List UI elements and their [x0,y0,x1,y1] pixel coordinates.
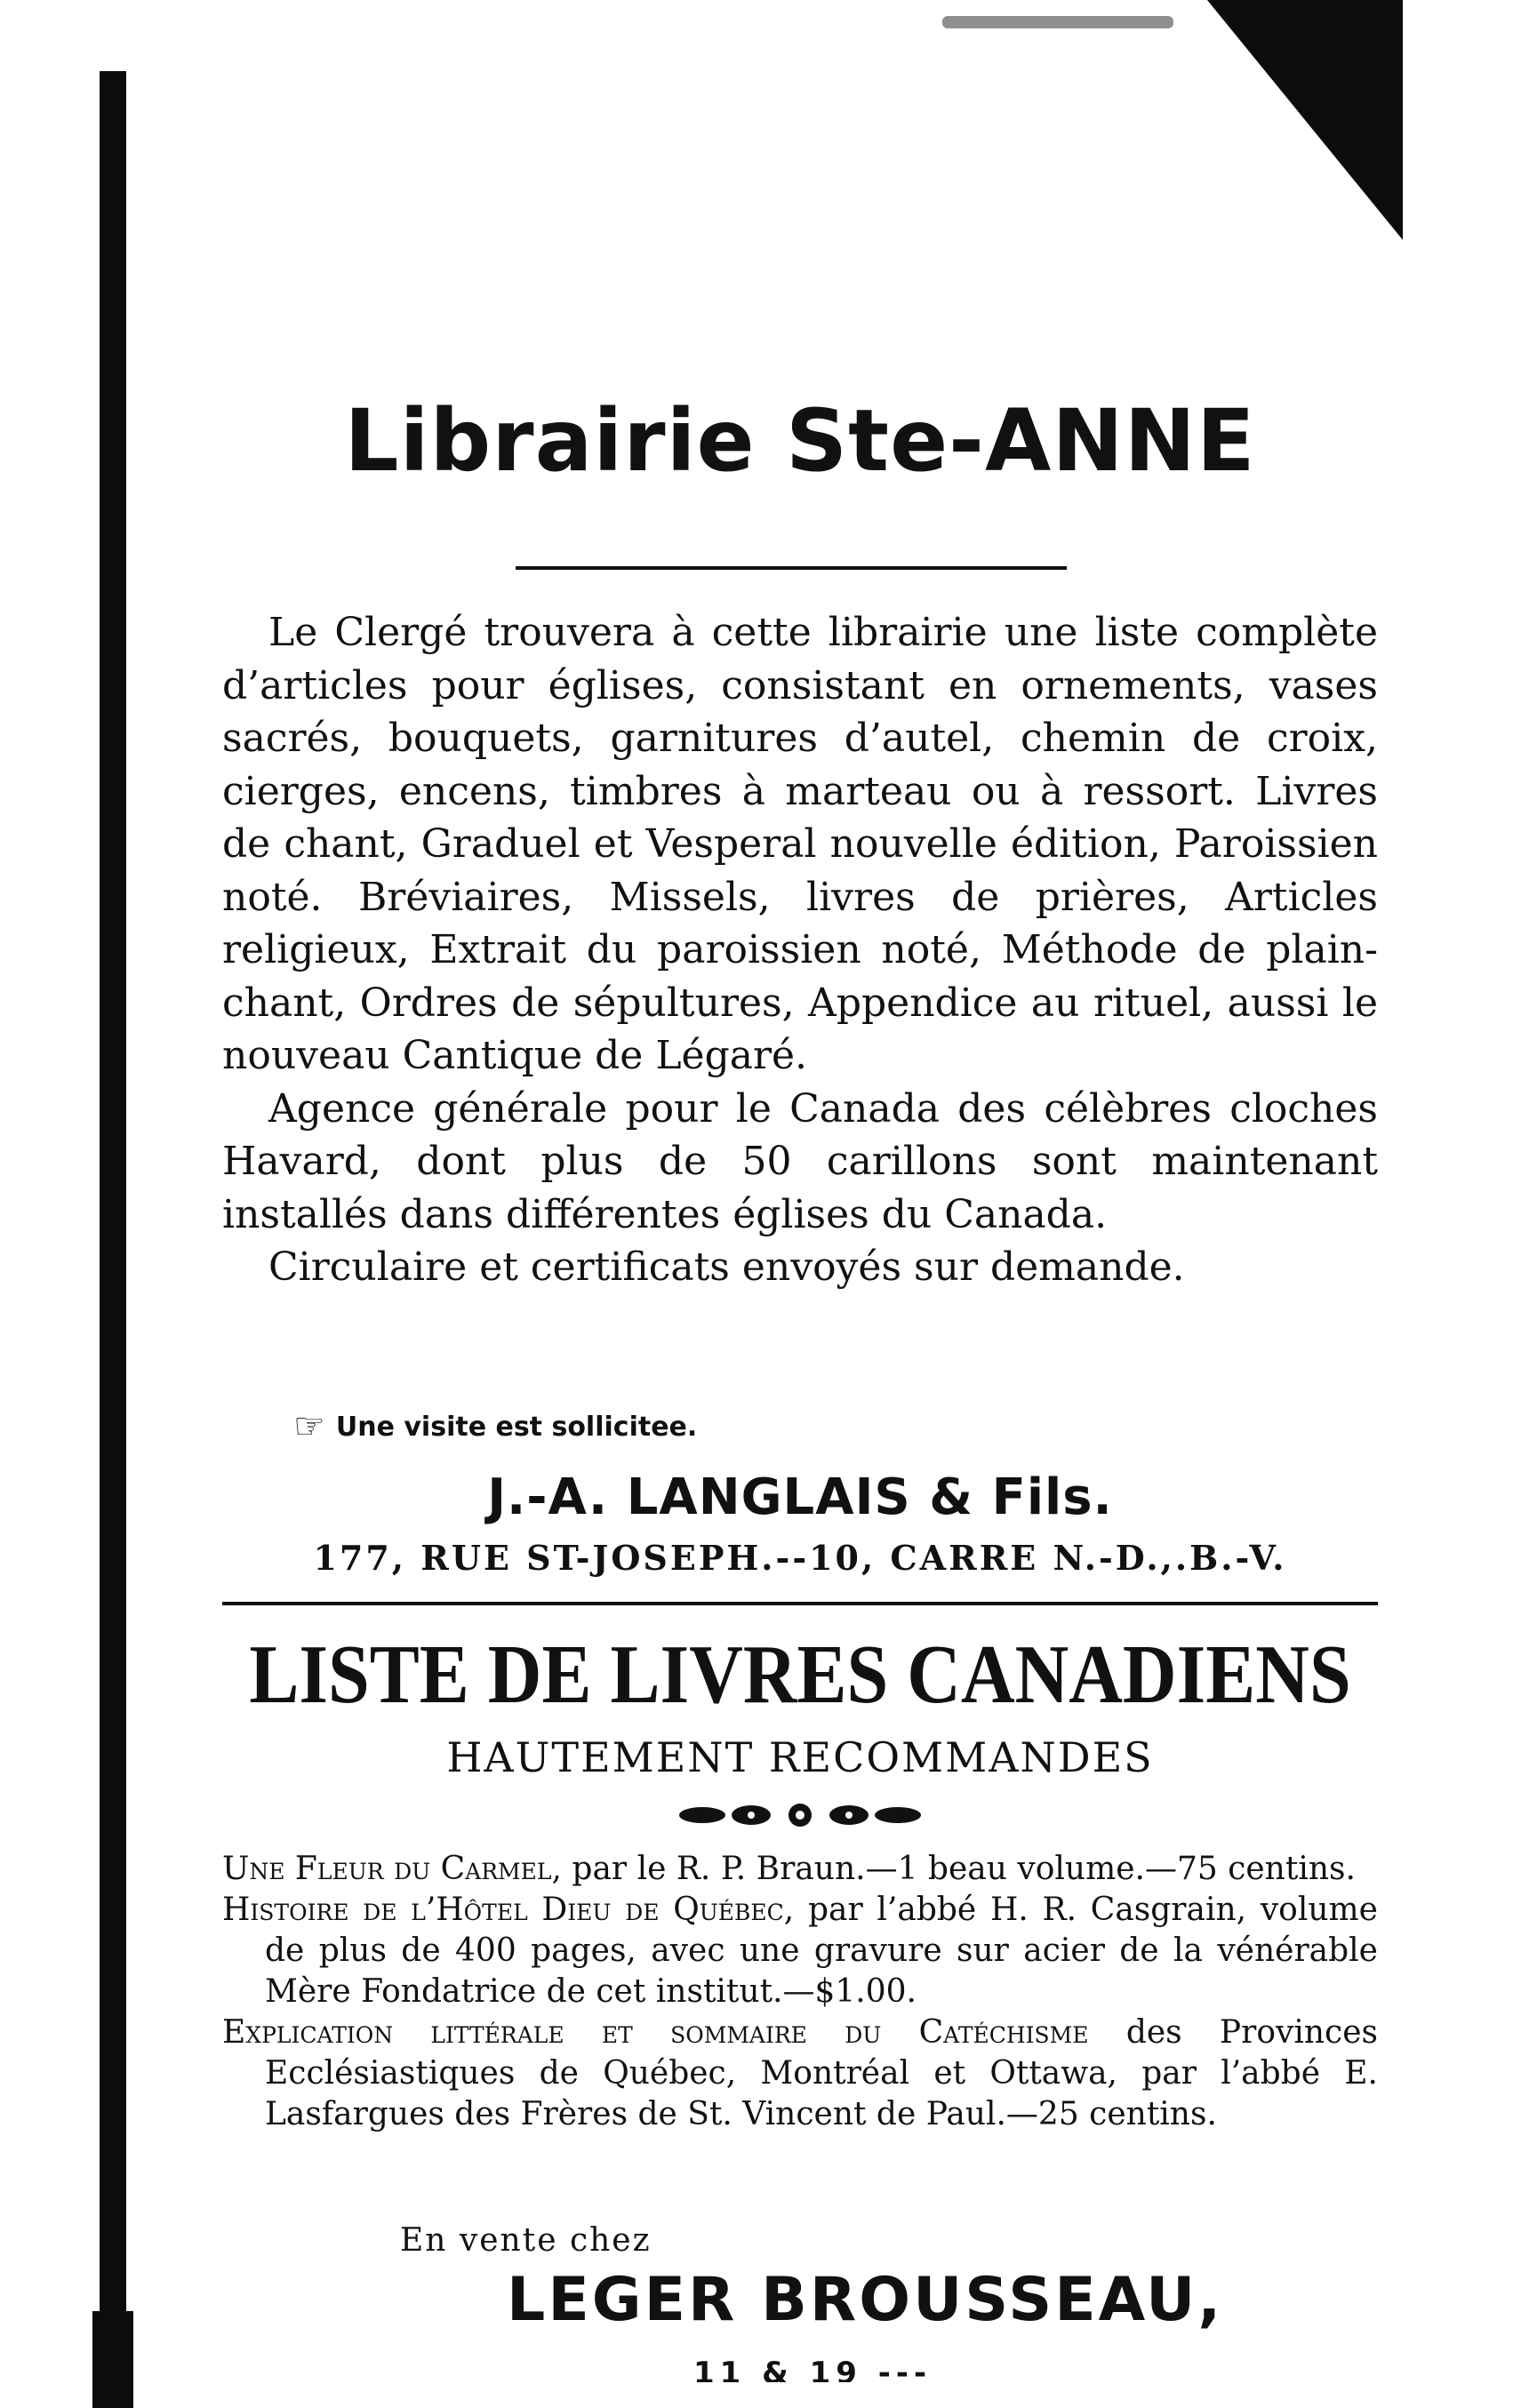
ornament-icon [676,1797,925,1833]
publisher-name: J.-A. LANGLAIS & Fils. [487,1468,1113,1526]
pointing-hand-icon: ☞ [293,1406,325,1447]
advert-paragraph: Circulaire et certificats envoyés sur demande. [268,1244,1185,1290]
list-item [222,1849,1378,1890]
visit-note [293,1406,698,1447]
advert-paragraph: Agence générale pour le Canada des célèbres cloches Havard, dont plus de 50 carillons sont maintenant installés dans différentes églises du Canada. [222,1085,1378,1237]
scan-edge-bar [100,71,126,2408]
seller-address: 11 & 19 --- [693,2356,933,2382]
seller-name: LEGER BROUSSEAU, [507,2265,1224,2335]
scan-edge-bar-tip [92,2311,133,2408]
page-title: Librairie Ste-ANNE [344,391,1256,491]
list-item [222,1890,1378,2012]
scan-smudge [942,16,1173,28]
book-title: Une Fleur du Carmel, [222,1851,562,1887]
book-list-heading: LISTE DE LIVRES CANADIENS [249,1628,1351,1722]
publisher-address: 177, RUE ST-JOSEPH.--10, CARRE N.-D.,.B.-V. [313,1538,1287,1578]
torn-corner [1207,0,1403,240]
advert-body [222,606,1378,1294]
section-divider [222,1602,1378,1605]
list-item [222,2012,1378,2135]
advert-paragraph: Le Clergé trouvera à cette librairie une liste complète d’articles pour églises, consistant en ornements, vases sacrés, bouquets, garnitures d’autel, chemin de croix, cierges, encens, timbres à marteau ou à ressort. Livres de chant, Graduel et Vesperal nouvelle édition, Paroissien noté. Bréviaires, Missels, livres de prières, Articles religieux, Extrait du paroissien noté, Méthode de plain-chant, Ordres de sépultures, Appendice au rituel, aussi le nouveau Cantique de Légaré. [222,610,1378,1078]
book-title: Explication littérale et sommaire du Catéchisme [222,2014,1089,2051]
book-details: par le R. P. Braun.—1 beau volume.—75 centins. [572,1851,1356,1887]
book-title: Histoire de l’Hôtel Dieu de Québec, [222,1892,795,1928]
title-divider [516,566,1067,570]
book-list [222,1849,1378,2135]
book-list-subheading: HAUTEMENT RECOMMANDES [446,1733,1154,1781]
book-details: par l’abbé H. R. Casgrain, volume de plus de 400 pages, avec une gravure sur acier de la vénérable Mère Fondatrice de cet institut.—$1.00. [265,1892,1378,2010]
book-details: des Provinces Ecclésiastiques de Québec, Montréal et Ottawa, par l’abbé E. Lasfargues des Frères de St. Vincent de Paul.—25 centins. [265,2014,1378,2132]
visit-note-text: Une visite est sollicitee. [335,1411,698,1443]
sale-note: En vente chez [400,2222,652,2259]
